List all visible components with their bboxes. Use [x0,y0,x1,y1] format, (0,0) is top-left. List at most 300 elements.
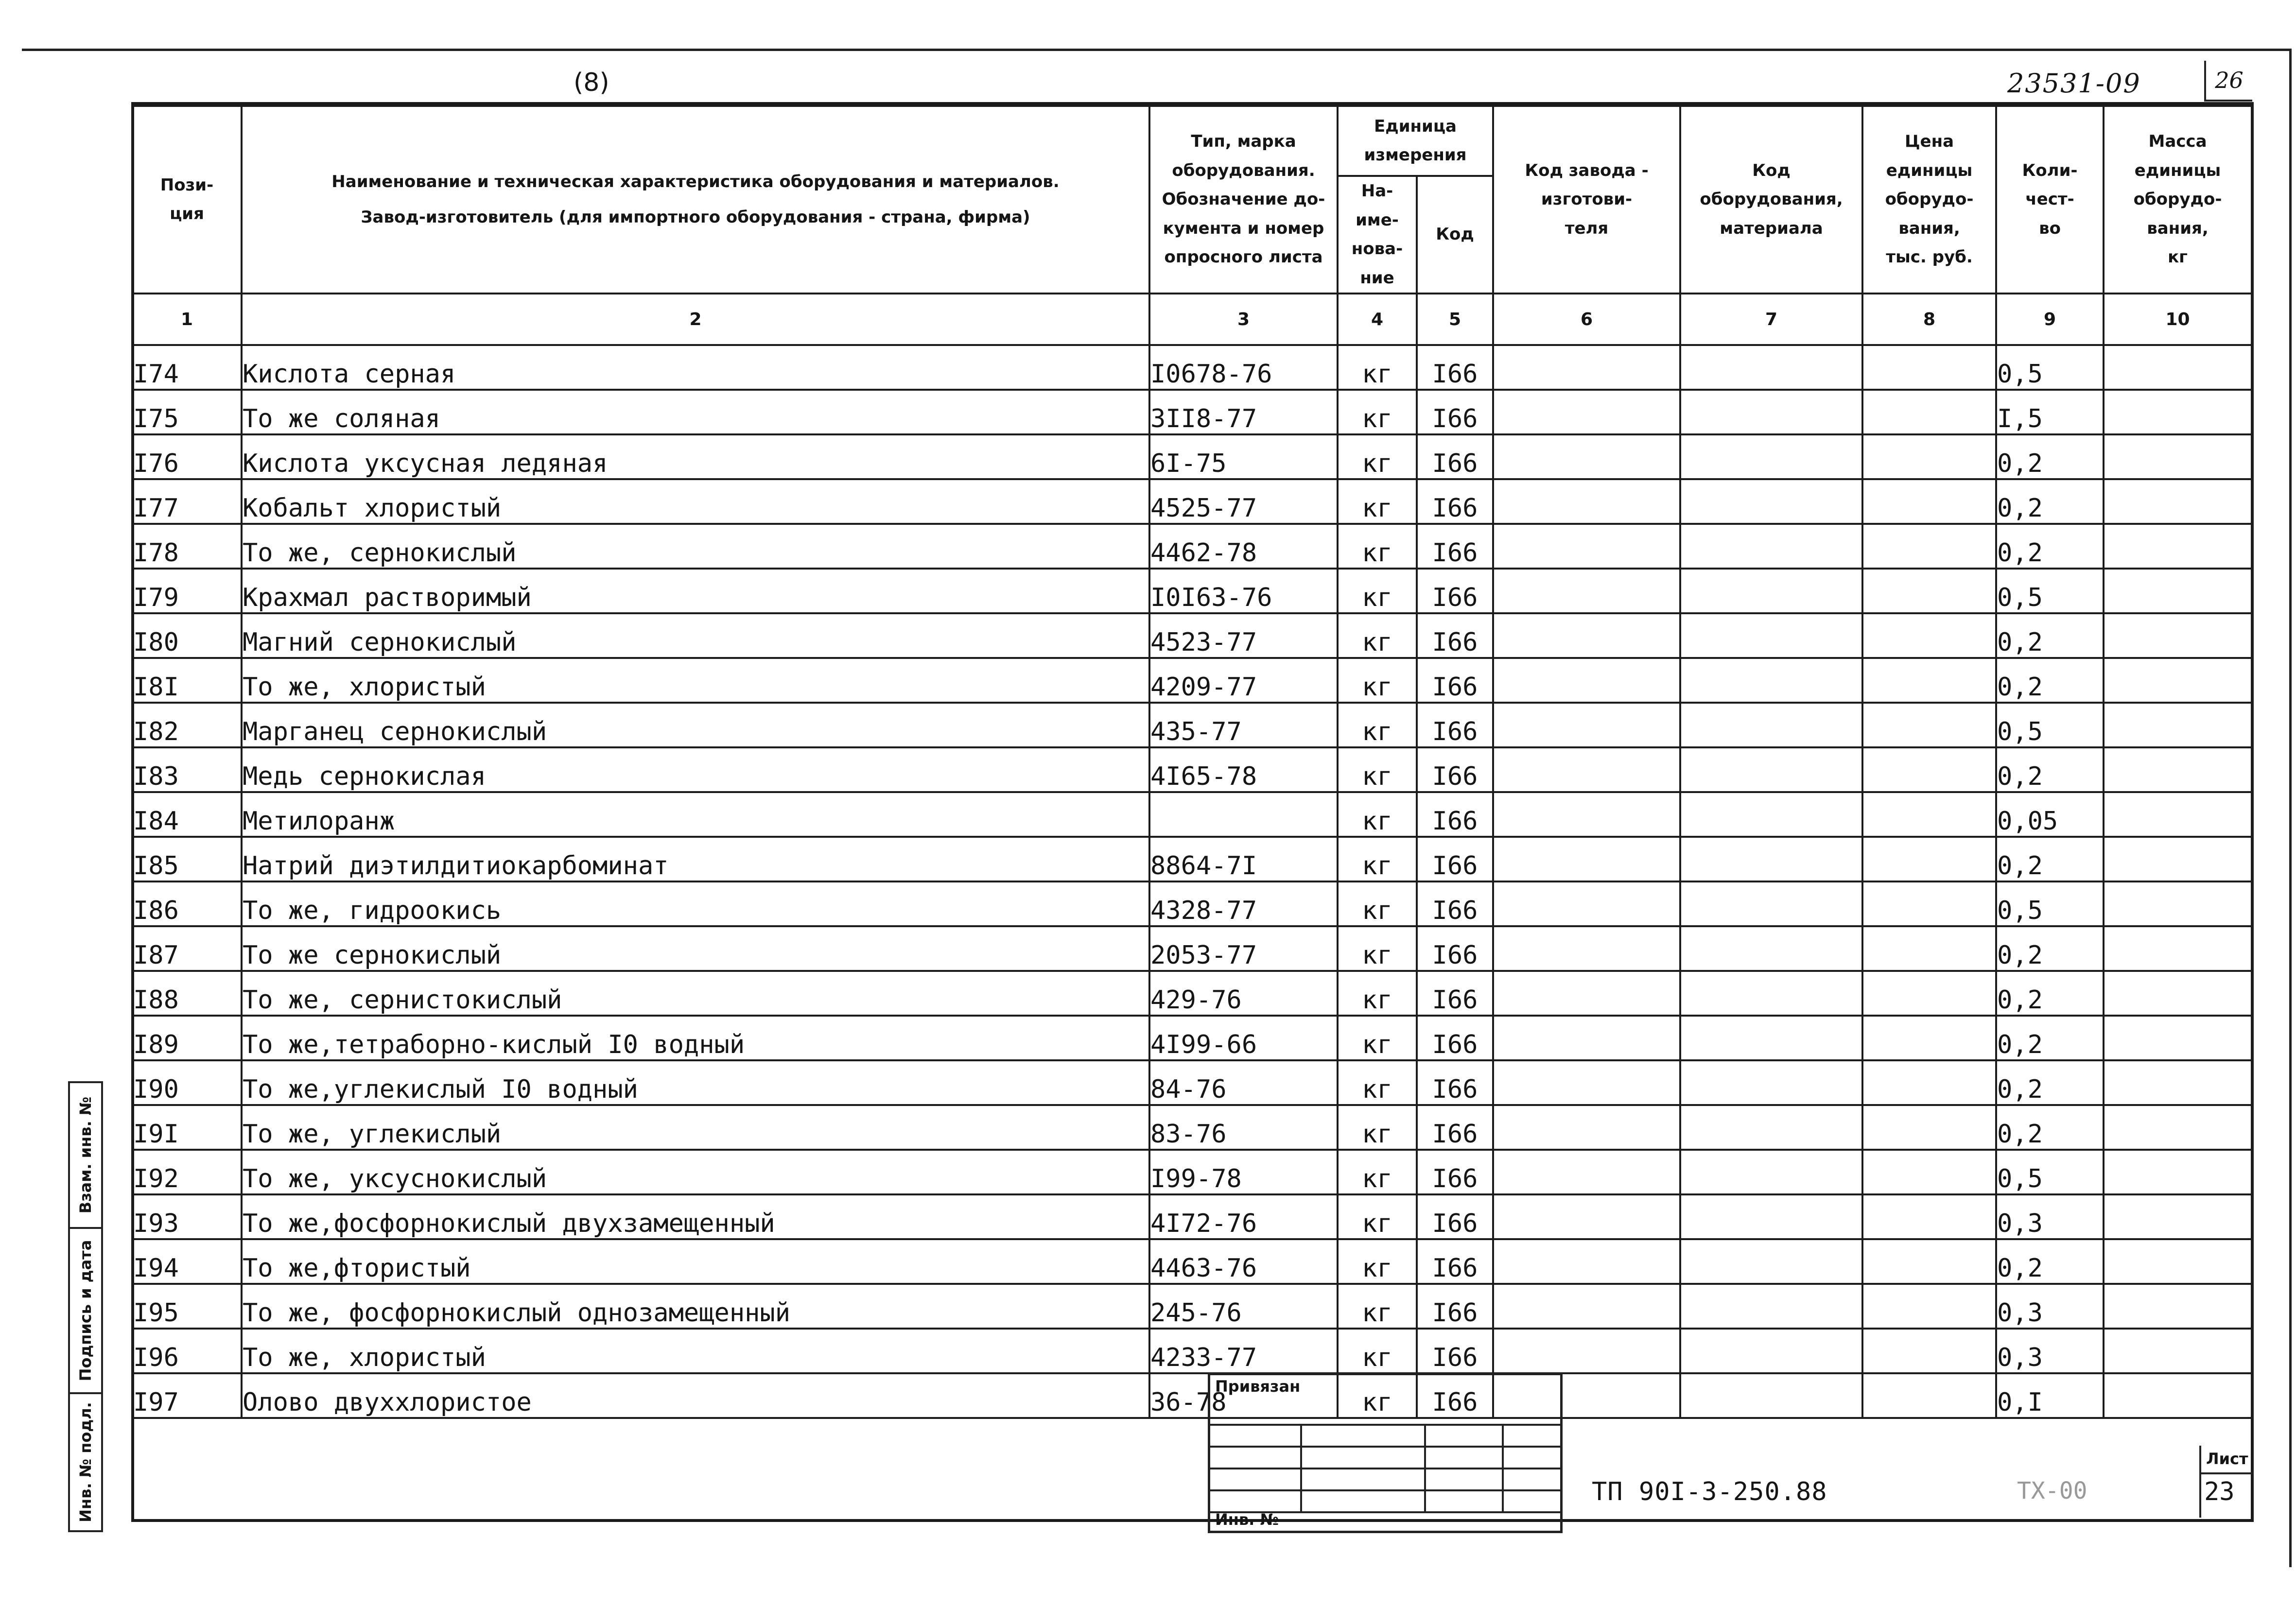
cell-quantity: 0,3 [1996,1284,2104,1329]
table-row [132,1239,2252,1284]
column-number: 6 [1493,294,1680,345]
cell-name: Натрий диэтилдитиокарбоминат [242,837,1149,881]
cell-mass [2104,1329,2252,1373]
sheet-number: 23 [2204,1477,2235,1506]
cell-unit: кг [1338,703,1417,747]
cell-factory-code [1493,837,1680,881]
header-factory-code: Код завода - изготови- теля [1493,106,1680,294]
table-row [132,792,2252,837]
cell-unit: кг [1338,613,1417,658]
cell-factory-code [1493,1284,1680,1329]
header-unit-name: На- име- нова- ние [1338,176,1417,294]
column-number-row [132,294,2252,345]
cell-quantity: 0,2 [1996,1239,2104,1284]
header-position: Пози- ция [132,106,242,294]
specification-table [131,105,2253,1419]
cell-factory-code [1493,1239,1680,1284]
cell-name: То же, углекислый [242,1105,1149,1150]
cell-name: То же, сернокислый [242,524,1149,569]
cell-document: 4I99-66 [1149,1016,1338,1060]
cell-position: I82 [132,703,242,747]
cell-unit: кг [1338,1150,1417,1194]
cell-unit-code: I66 [1417,569,1493,613]
specification-body [132,345,2252,1418]
cell-document: I99-78 [1149,1150,1338,1194]
cell-equipment-code [1680,792,1862,837]
cell-quantity: 0,2 [1996,747,2104,792]
cell-name: То же, сернистокислый [242,971,1149,1016]
cell-unit-code: I66 [1417,479,1493,524]
cell-quantity: 0,2 [1996,434,2104,479]
cell-name: Метилоранж [242,792,1149,837]
cell-position: I79 [132,569,242,613]
cell-quantity: 0,2 [1996,971,2104,1016]
table-row [132,390,2252,434]
cell-unit-code: I66 [1417,345,1493,390]
cell-name: То же,тетраборно-кислый I0 водный [242,1016,1149,1060]
cell-factory-code [1493,881,1680,926]
cell-factory-code [1493,1060,1680,1105]
cell-equipment-code [1680,345,1862,390]
table-row [132,524,2252,569]
cell-position: I86 [132,881,242,926]
cell-price [1862,792,1996,837]
cell-mass [2104,1194,2252,1239]
header-row [132,106,2252,176]
table-row [132,569,2252,613]
cell-equipment-code [1680,390,1862,434]
stamp-label: Привязан [1215,1377,1301,1396]
cell-quantity: 0,2 [1996,1060,2104,1105]
cell-unit: кг [1338,1194,1417,1239]
cell-price [1862,345,1996,390]
sheet-box [2199,1446,2253,1518]
cell-mass [2104,658,2252,703]
cell-unit-code: I66 [1417,524,1493,569]
document-number: 23531-09 [2007,68,2141,99]
cell-unit-code: I66 [1417,1194,1493,1239]
cell-factory-code [1493,658,1680,703]
cell-position: I74 [132,345,242,390]
cell-quantity: 0,5 [1996,345,2104,390]
cell-equipment-code [1680,1194,1862,1239]
cell-equipment-code [1680,1105,1862,1150]
cell-equipment-code [1680,1284,1862,1329]
column-number: 4 [1338,294,1417,345]
cell-unit-code: I66 [1417,1150,1493,1194]
cell-document: 8864-7I [1149,837,1338,881]
cell-name: Олово двуххлористое [242,1373,1149,1418]
cell-name: Кислота серная [242,345,1149,390]
table-row [132,613,2252,658]
cell-name: То же,фосфорнокислый двухзамещенный [242,1194,1149,1239]
cell-mass [2104,792,2252,837]
header-unit-group: Единица измерения [1338,106,1493,176]
cell-position: I93 [132,1194,242,1239]
cell-unit: кг [1338,524,1417,569]
cell-position: I76 [132,434,242,479]
cell-equipment-code [1680,1016,1862,1060]
cell-factory-code [1493,1105,1680,1150]
cell-quantity: I,5 [1996,390,2104,434]
cell-price [1862,1239,1996,1284]
cell-position: I94 [132,1239,242,1284]
cell-factory-code [1493,569,1680,613]
stamp-inv: Инв. № [1215,1510,1279,1529]
cell-unit-code: I66 [1417,390,1493,434]
cell-factory-code [1493,792,1680,837]
cell-equipment-code [1680,1329,1862,1373]
cell-mass [2104,524,2252,569]
cell-unit: кг [1338,926,1417,971]
cell-name: То же, уксуснокислый [242,1150,1149,1194]
cell-position: I75 [132,390,242,434]
cell-quantity: 0,2 [1996,524,2104,569]
cell-unit-code: I66 [1417,747,1493,792]
cell-mass [2104,703,2252,747]
cell-price [1862,1194,1996,1239]
table-row [132,434,2252,479]
cell-price [1862,1150,1996,1194]
cell-position: I8I [132,658,242,703]
cell-quantity: 0,2 [1996,926,2104,971]
cell-document: 4328-77 [1149,881,1338,926]
cell-mass [2104,1060,2252,1105]
cell-price [1862,1016,1996,1060]
cell-unit-code: I66 [1417,971,1493,1016]
cell-factory-code [1493,1329,1680,1373]
column-number: 9 [1996,294,2104,345]
table-row [132,926,2252,971]
table-row [132,971,2252,1016]
cell-name: Медь сернокислая [242,747,1149,792]
header-mass: Масса единицы оборудо- вания, кг [2104,106,2252,294]
cell-equipment-code [1680,1060,1862,1105]
cell-unit: кг [1338,837,1417,881]
cell-mass [2104,434,2252,479]
table-row [132,1329,2252,1373]
table-row [132,1105,2252,1150]
cell-unit: кг [1338,479,1417,524]
column-number: 1 [132,294,242,345]
cell-mass [2104,390,2252,434]
column-number: 3 [1149,294,1338,345]
cell-document: 4I65-78 [1149,747,1338,792]
cell-factory-code [1493,524,1680,569]
cell-unit: кг [1338,1060,1417,1105]
cell-document: I0I63-76 [1149,569,1338,613]
binding-stamp [1208,1373,1563,1533]
header-type: Тип, марка оборудования. Обозначение до- кумента и номер опросного листа [1149,106,1338,294]
cell-name: То же, хлористый [242,658,1149,703]
cell-unit: кг [1338,1105,1417,1150]
cell-position: I92 [132,1150,242,1194]
cell-unit: кг [1338,1373,1417,1418]
cell-factory-code [1493,1016,1680,1060]
cell-quantity: 0,2 [1996,479,2104,524]
cell-mass [2104,971,2252,1016]
cell-document: 4233-77 [1149,1329,1338,1373]
cell-unit: кг [1338,971,1417,1016]
cell-position: I9I [132,1105,242,1150]
cell-price [1862,1105,1996,1150]
cell-price [1862,1373,1996,1418]
cell-mass [2104,1150,2252,1194]
cell-equipment-code [1680,926,1862,971]
cell-price [1862,613,1996,658]
cell-name: Кислота уксусная ледяная [242,434,1149,479]
cell-unit: кг [1338,1284,1417,1329]
margin-replaced-inv: Взам. инв. № [70,1083,101,1229]
cell-unit-code: I66 [1417,1329,1493,1373]
cell-unit-code: I66 [1417,926,1493,971]
cell-quantity: 0,3 [1996,1329,2104,1373]
cell-unit-code: I66 [1417,792,1493,837]
cell-equipment-code [1680,479,1862,524]
project-suffix: ТХ-00 [2017,1477,2087,1504]
cell-position: I78 [132,524,242,569]
cell-unit: кг [1338,1239,1417,1284]
cell-position: I95 [132,1284,242,1329]
table-row [132,1150,2252,1194]
header-name: Наименование и техническая характеристика оборудования и материалов. Завод-изготовитель (для импортного оборудования - страна, фирма) [242,106,1149,294]
cell-price [1862,926,1996,971]
cell-price [1862,1060,1996,1105]
cell-unit-code: I66 [1417,1284,1493,1329]
cell-factory-code [1493,479,1680,524]
cell-position: I84 [132,792,242,837]
sheet-label: Лист [2206,1450,2248,1468]
cell-factory-code [1493,390,1680,434]
cell-name: То же соляная [242,390,1149,434]
table-row [132,837,2252,881]
cell-price [1862,524,1996,569]
cell-price [1862,658,1996,703]
cell-equipment-code [1680,971,1862,1016]
page-number: 26 [2204,61,2252,102]
cell-factory-code [1493,434,1680,479]
cell-quantity: 0,2 [1996,837,2104,881]
cell-price [1862,1284,1996,1329]
cell-unit-code: I66 [1417,1373,1493,1418]
cell-unit-code: I66 [1417,658,1493,703]
cell-name: То же сернокислый [242,926,1149,971]
cell-equipment-code [1680,658,1862,703]
cell-document: 4463-76 [1149,1239,1338,1284]
column-number: 2 [242,294,1149,345]
cell-equipment-code [1680,613,1862,658]
cell-price [1862,881,1996,926]
cell-unit-code: I66 [1417,613,1493,658]
cell-mass [2104,613,2252,658]
cell-equipment-code [1680,881,1862,926]
table-row [132,345,2252,390]
cell-document: 435-77 [1149,703,1338,747]
cell-position: I88 [132,971,242,1016]
cell-quantity: 0,2 [1996,1105,2104,1150]
cell-quantity: 0,I [1996,1373,2104,1418]
cell-name: Марганец сернокислый [242,703,1149,747]
cell-equipment-code [1680,1373,1862,1418]
cell-mass [2104,1105,2252,1150]
cell-unit-code: I66 [1417,837,1493,881]
cell-equipment-code [1680,747,1862,792]
column-number: 10 [2104,294,2252,345]
cell-factory-code [1493,926,1680,971]
cell-mass [2104,1373,2252,1418]
cell-unit-code: I66 [1417,1105,1493,1150]
cell-quantity: 0,5 [1996,881,2104,926]
cell-price [1862,703,1996,747]
cell-factory-code [1493,613,1680,658]
cell-document: 4523-77 [1149,613,1338,658]
cell-price [1862,479,1996,524]
cell-quantity: 0,2 [1996,1016,2104,1060]
cell-equipment-code [1680,703,1862,747]
cell-unit: кг [1338,747,1417,792]
sheet-mark: (8) [574,68,609,97]
header-unit-code: Код [1417,176,1493,294]
cell-mass [2104,881,2252,926]
table-row [132,1284,2252,1329]
cell-unit: кг [1338,658,1417,703]
cell-mass [2104,569,2252,613]
cell-name: То же,углекислый I0 водный [242,1060,1149,1105]
cell-document: 84-76 [1149,1060,1338,1105]
cell-unit: кг [1338,881,1417,926]
cell-name: То же, гидроокись [242,881,1149,926]
cell-position: I85 [132,837,242,881]
cell-document: 245-76 [1149,1284,1338,1329]
cell-price [1862,747,1996,792]
cell-unit: кг [1338,1329,1417,1373]
table-row [132,1060,2252,1105]
cell-name: То же, хлористый [242,1329,1149,1373]
cell-document: 4525-77 [1149,479,1338,524]
cell-document: 4209-77 [1149,658,1338,703]
cell-unit-code: I66 [1417,703,1493,747]
column-number: 5 [1417,294,1493,345]
cell-mass [2104,479,2252,524]
project-code: ТП 90I-3-250.88 [1592,1477,1827,1506]
cell-position: I80 [132,613,242,658]
cell-price [1862,434,1996,479]
cell-quantity: 0,5 [1996,703,2104,747]
cell-position: I87 [132,926,242,971]
cell-unit-code: I66 [1417,1016,1493,1060]
cell-unit-code: I66 [1417,434,1493,479]
cell-mass [2104,1284,2252,1329]
cell-unit: кг [1338,390,1417,434]
cell-mass [2104,837,2252,881]
cell-unit: кг [1338,792,1417,837]
cell-unit-code: I66 [1417,881,1493,926]
cell-factory-code [1493,747,1680,792]
cell-position: I96 [132,1329,242,1373]
cell-quantity: 0,5 [1996,1150,2104,1194]
table-row [132,1373,2252,1418]
cell-unit: кг [1338,434,1417,479]
table-row [132,703,2252,747]
cell-price [1862,390,1996,434]
cell-quantity: 0,3 [1996,1194,2104,1239]
cell-price [1862,1329,1996,1373]
cell-document: 429-76 [1149,971,1338,1016]
cell-quantity: 0,2 [1996,613,2104,658]
cell-price [1862,569,1996,613]
cell-document: 4I72-76 [1149,1194,1338,1239]
cell-factory-code [1493,345,1680,390]
header-quantity: Коли- чест- во [1996,106,2104,294]
margin-original-inv: Инв. № подл. [76,1402,95,1522]
cell-quantity: 0,05 [1996,792,2104,837]
cell-price [1862,837,1996,881]
cell-position: I97 [132,1373,242,1418]
table-row [132,658,2252,703]
cell-mass [2104,1239,2252,1284]
cell-document: 3II8-77 [1149,390,1338,434]
cell-name: Магний сернокислый [242,613,1149,658]
cell-unit-code: I66 [1417,1060,1493,1105]
cell-document: 2053-77 [1149,926,1338,971]
cell-unit: кг [1338,1016,1417,1060]
cell-unit: кг [1338,569,1417,613]
cell-document: 83-76 [1149,1105,1338,1150]
table-row [132,1016,2252,1060]
cell-equipment-code [1680,1239,1862,1284]
column-number: 8 [1862,294,1996,345]
cell-equipment-code [1680,524,1862,569]
margin-signature-date: Подпись и дата [70,1229,101,1394]
cell-name: Кобальт хлористый [242,479,1149,524]
cell-equipment-code [1680,434,1862,479]
cell-document: 36-78 [1149,1373,1338,1418]
cell-position: I89 [132,1016,242,1060]
column-number: 7 [1680,294,1862,345]
margin-strip [68,1081,103,1532]
cell-mass [2104,926,2252,971]
cell-equipment-code [1680,1150,1862,1194]
cell-factory-code [1493,971,1680,1016]
cell-factory-code [1493,1150,1680,1194]
cell-mass [2104,1016,2252,1060]
cell-quantity: 0,2 [1996,658,2104,703]
cell-name: Крахмал растворимый [242,569,1149,613]
header-equipment-code: Код оборудования, материала [1680,106,1862,294]
cell-mass [2104,747,2252,792]
table-row [132,747,2252,792]
cell-equipment-code [1680,837,1862,881]
cell-position: I83 [132,747,242,792]
cell-price [1862,971,1996,1016]
cell-document: I0678-76 [1149,345,1338,390]
cell-position: I90 [132,1060,242,1105]
cell-unit-code: I66 [1417,1239,1493,1284]
cell-name: То же, фосфорнокислый однозамещенный [242,1284,1149,1329]
table-row [132,479,2252,524]
table-row [132,1194,2252,1239]
table-row [132,881,2252,926]
cell-mass [2104,345,2252,390]
cell-quantity: 0,5 [1996,569,2104,613]
cell-unit: кг [1338,345,1417,390]
cell-document: 4462-78 [1149,524,1338,569]
cell-equipment-code [1680,569,1862,613]
cell-document [1149,792,1338,837]
cell-factory-code [1493,1194,1680,1239]
cell-document: 6I-75 [1149,434,1338,479]
cell-position: I77 [132,479,242,524]
